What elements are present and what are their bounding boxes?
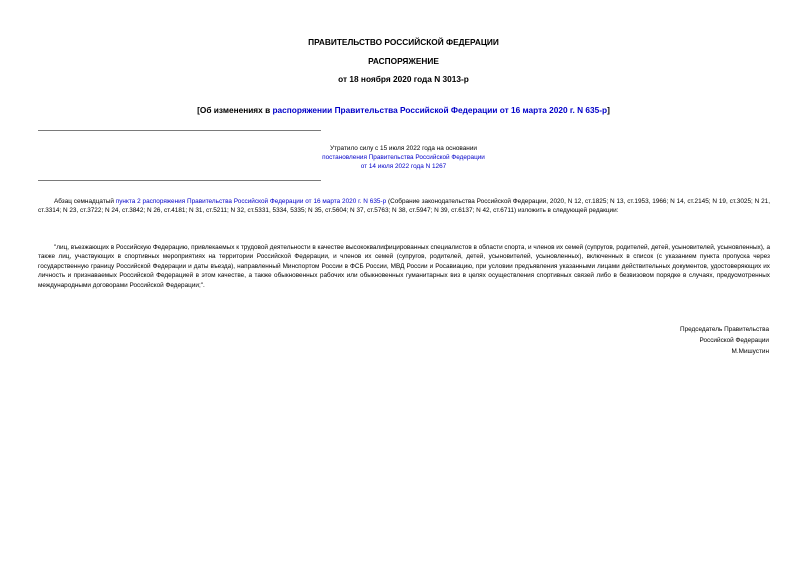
amended-document-link[interactable]: распоряжении Правительства Российской Федерации от 16 марта 2020 г. N 635-р xyxy=(272,105,608,115)
document-date-number: от 18 ноября 2020 года N 3013-р xyxy=(338,74,469,84)
divider-top xyxy=(38,130,321,131)
signature-title: Председатель Правительства xyxy=(680,326,769,333)
paragraph-amendment xyxy=(38,197,770,216)
paragraph-new-wording: "лиц, въезжающих в Российскую Федерацию, привлекаемых к трудовой деятельности в качестве высококвалифицированных специалистов в области спорта, и членов их семей (супругов, родителей, детей, усыновителей, усыновленных), а также лиц, участвующих в спортивных мероприятиях на территории Российской Федерации, и членов их семей (супругов, родителей, детей, усыновителей, усыновленных), включенных в список (с указанием пункта пропуска через государственную границу Российской Федерации и даты въезда), направленный Минспортом России в ФСБ России, МВД России и Росавиацию, при условии предъявления указанными лицами действительных документов, удостоверяющих их личность и признаваемых Российской Федерацией в этом качестве, а также обыкновенных рабочих или обыкновенных гуманитарных виз в целях осуществления спортивных связей либо в безвизовом порядке в случаях, предусмотренных международными договорами Российской Федерации;". xyxy=(38,244,770,289)
issuing-authority: ПРАВИТЕЛЬСТВО РОССИЙСКОЙ ФЕДЕРАЦИИ xyxy=(308,37,499,47)
clause-link[interactable]: пункта 2 распоряжения Правительства Российской Федерации от 16 марта 2020 г. N 635-р xyxy=(115,198,387,205)
status-note-line1: Утратило силу с 15 июля 2022 года на основании xyxy=(330,145,477,152)
subtitle-prefix: [Об изменениях в xyxy=(197,105,273,115)
repealing-act-link-line1[interactable]: постановления Правительства Российской Федерации xyxy=(322,154,485,161)
document-type: РАСПОРЯЖЕНИЕ xyxy=(368,56,439,66)
subtitle-suffix: ] xyxy=(607,105,610,115)
divider-bottom xyxy=(38,180,321,181)
repealing-act-link-line2[interactable]: от 14 июля 2022 года N 1267 xyxy=(360,163,447,170)
paragraph1-before: Абзац семнадцатый xyxy=(54,198,116,205)
signature-org: Российской Федерации xyxy=(699,337,769,344)
signature-name: М.Мишустин xyxy=(731,348,769,355)
paragraph1-after: (Собрание законодательства Российской Федерации, 2020, N 12, ст.1825; N 13, ст.1953, 1966; N 14, ст.2145; N 19, ст.3025; N 21, ст.3314; N 23, ст.3722; N 24, ст.3842; N 26, ст.4181; N 31, ст.5211; N 32, ст.5331, 5334, 5335; N 35, ст.5604; N 37, ст.5763; N 38, ст.5947; N 39, ст.6137; N 42, ст.6711) изложить в следующей редакции: xyxy=(38,198,771,215)
document-subtitle xyxy=(0,105,807,115)
